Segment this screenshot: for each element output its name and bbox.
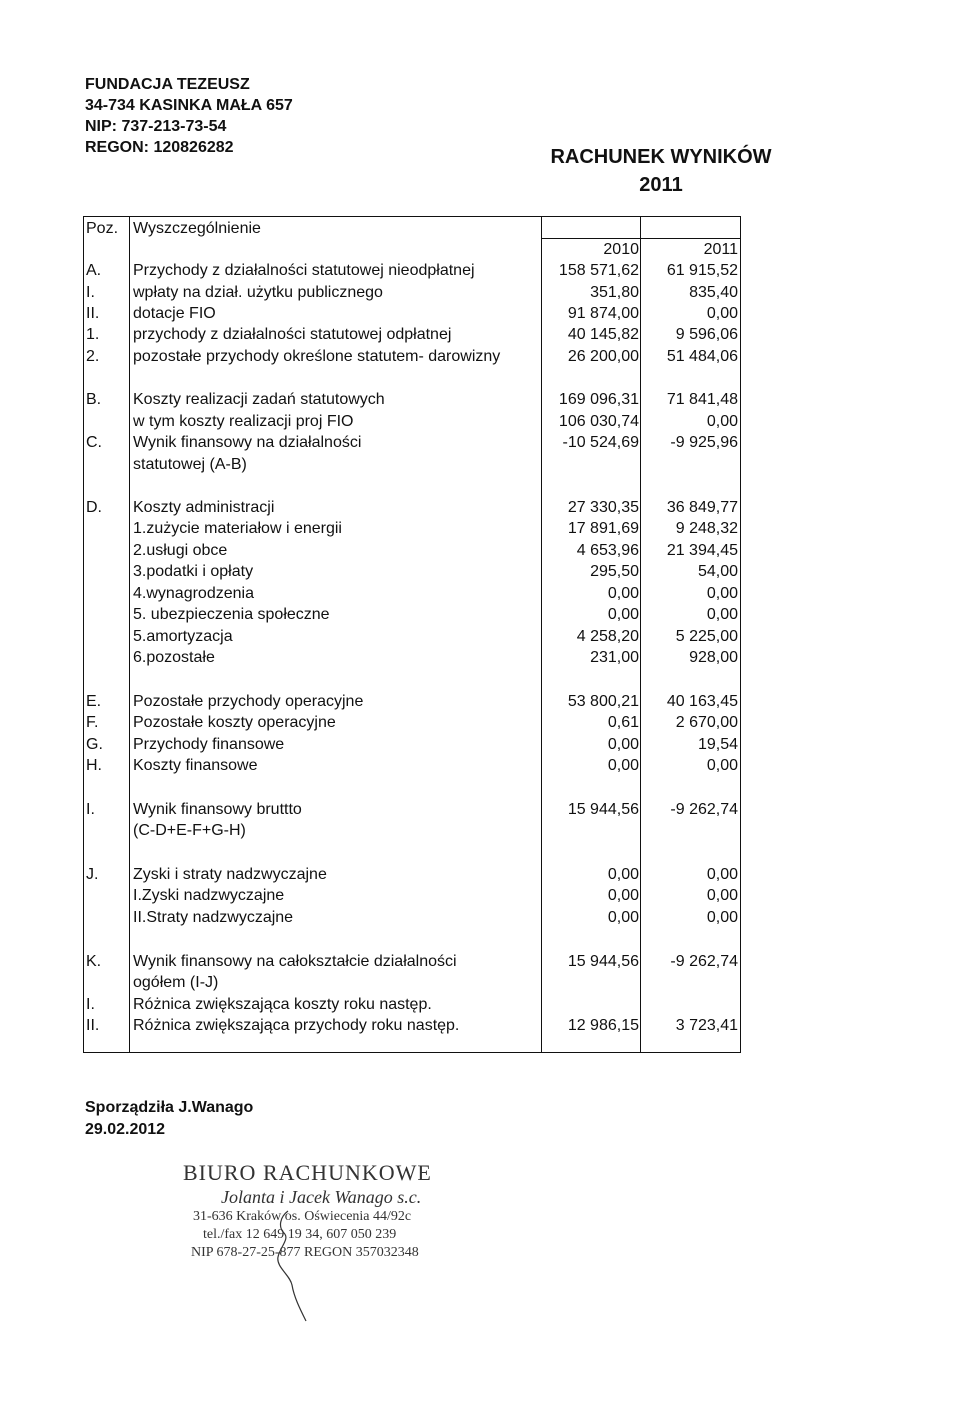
org-address: 34-734 KASINKA MAŁA 657 — [85, 97, 293, 114]
row-desc: Koszty realizacji zadań statutowych — [133, 391, 385, 408]
stamp-address: 31-636 Kraków os. Oświecenia 44/92c — [193, 1209, 412, 1224]
row-desc: 5. ubezpieczenia społeczne — [133, 606, 330, 623]
row-value-2011: 2 670,00 — [675, 714, 738, 731]
org-name: FUNDACJA TEZEUSZ — [85, 76, 250, 93]
row-value-2011: 71 841,48 — [666, 391, 738, 408]
row-value-2011: 0,00 — [706, 606, 738, 623]
row-poz: C. — [86, 434, 102, 451]
stamp-phone: tel./fax 12 649 19 34, 607 050 239 — [203, 1227, 397, 1242]
row-desc: Przychody z działalności statutowej nieodpłatnej — [133, 262, 475, 279]
row-desc: Wynik finansowy na działalności — [133, 434, 362, 451]
row-value-2010: 351,80 — [590, 284, 639, 301]
row-value-2011: 19,54 — [697, 736, 738, 753]
row-value-2010: 53 800,21 — [567, 693, 639, 710]
row-poz: J. — [86, 866, 99, 883]
row-value-2011: 9 248,32 — [675, 520, 738, 537]
row-poz: II. — [86, 305, 100, 322]
row-value-2011: 835,40 — [689, 284, 738, 301]
col-divider — [129, 217, 130, 1052]
row-desc: 2.usługi obce — [133, 542, 228, 559]
row-poz: I. — [86, 801, 95, 818]
header-poz: Poz. — [86, 220, 119, 237]
report-title-main: RACHUNEK WYNIKÓW — [550, 146, 772, 168]
row-poz: 2. — [86, 348, 100, 365]
row-value-2011: -9 262,74 — [670, 801, 738, 818]
row-value-2010: 158 571,62 — [558, 262, 639, 279]
row-value-2011: 0,00 — [706, 909, 738, 926]
row-value-2011: 5 225,00 — [675, 628, 738, 645]
row-desc: ogółem (I-J) — [133, 974, 219, 991]
row-value-2010: 0,61 — [607, 714, 639, 731]
report-title-year: 2011 — [639, 174, 683, 196]
row-poz: I. — [86, 996, 95, 1013]
prepared-by-block — [85, 1097, 253, 1141]
row-value-2011: 9 596,06 — [675, 326, 738, 343]
row-value-2010: 4 258,20 — [576, 628, 639, 645]
row-desc: 1.zużycie materiałow i energii — [133, 520, 342, 537]
row-value-2010: 0,00 — [607, 887, 639, 904]
row-desc: Pozostałe koszty operacyjne — [133, 714, 336, 731]
row-value-2010: 0,00 — [607, 866, 639, 883]
row-value-2011: 36 849,77 — [666, 499, 738, 516]
row-desc: 5.amortyzacja — [133, 628, 233, 645]
row-value-2011: 928,00 — [689, 649, 738, 666]
row-desc: 3.podatki i opłaty — [133, 563, 254, 580]
row-value-2011: 51 484,06 — [666, 348, 738, 365]
row-desc: (C-D+E-F+G-H) — [133, 822, 246, 839]
row-value-2011: 0,00 — [706, 887, 738, 904]
row-value-2011: 40 163,45 — [666, 693, 738, 710]
row-poz: II. — [86, 1017, 100, 1034]
row-desc: Wynik finansowy na całokształcie działalności — [133, 953, 457, 970]
row-value-2010: 0,00 — [607, 606, 639, 623]
row-desc: dotacje FIO — [133, 305, 216, 322]
row-value-2010: 0,00 — [607, 909, 639, 926]
header-desc: Wyszczególnienie — [133, 220, 261, 237]
row-value-2010: 26 200,00 — [567, 348, 639, 365]
row-value-2010: 4 653,96 — [576, 542, 639, 559]
row-desc: II.Straty nadzwyczajne — [133, 909, 294, 926]
row-value-2010: 17 891,69 — [567, 520, 639, 537]
prepared-by: Sporządziła J.Wanago — [85, 1099, 254, 1116]
row-value-2011: 54,00 — [697, 563, 738, 580]
row-value-2010: 15 944,56 — [567, 801, 639, 818]
row-value-2010: 169 096,31 — [558, 391, 639, 408]
row-desc: Pozostałe przychody operacyjne — [133, 693, 364, 710]
row-poz: I. — [86, 284, 95, 301]
row-desc: Koszty finansowe — [133, 757, 258, 774]
col-divider — [640, 217, 641, 1052]
row-desc: Różnica zwiększająca przychody roku następ. — [133, 1017, 460, 1034]
row-poz: B. — [86, 391, 102, 408]
row-poz: H. — [86, 757, 102, 774]
report-title — [546, 143, 776, 199]
row-value-2010: 0,00 — [607, 757, 639, 774]
row-value-2011: 61 915,52 — [666, 262, 738, 279]
row-value-2010: 0,00 — [607, 736, 639, 753]
row-value-2010: 15 944,56 — [567, 953, 639, 970]
org-nip: NIP: 737-213-73-54 — [85, 118, 227, 135]
row-desc: statutowej (A-B) — [133, 456, 247, 473]
row-value-2011: 21 394,45 — [666, 542, 738, 559]
col-divider — [541, 217, 542, 1052]
row-value-2010: 27 330,35 — [567, 499, 639, 516]
row-value-2010: 106 030,74 — [558, 413, 639, 430]
row-value-2010: -10 524,69 — [562, 434, 639, 451]
header-year-2010: 2010 — [603, 241, 639, 258]
row-desc: 4.wynagrodzenia — [133, 585, 254, 602]
row-desc: Przychody finansowe — [133, 736, 285, 753]
row-poz: E. — [86, 693, 102, 710]
stamp-ids: NIP 678-27-25-877 REGON 357032348 — [191, 1245, 419, 1260]
row-desc: Koszty administracji — [133, 499, 275, 516]
row-value-2011: 0,00 — [706, 757, 738, 774]
row-poz: F. — [86, 714, 99, 731]
row-value-2011: 0,00 — [706, 585, 738, 602]
row-poz: A. — [86, 262, 102, 279]
results-table — [83, 216, 741, 1053]
signature-mark — [250, 1205, 330, 1325]
row-desc: Różnica zwiększająca koszty roku następ. — [133, 996, 432, 1013]
row-value-2011: 0,00 — [706, 305, 738, 322]
row-poz: 1. — [86, 326, 100, 343]
row-value-2010: 12 986,15 — [567, 1017, 639, 1034]
row-value-2011: 0,00 — [706, 413, 738, 430]
row-value-2011: -9 262,74 — [670, 953, 738, 970]
row-value-2010: 295,50 — [590, 563, 639, 580]
row-poz: D. — [86, 499, 102, 516]
row-desc: Wynik finansowy bruttto — [133, 801, 302, 818]
row-desc: Zyski i straty nadzwyczajne — [133, 866, 327, 883]
row-value-2010: 0,00 — [607, 585, 639, 602]
header-year-2011: 2011 — [703, 241, 738, 258]
row-desc: pozostałe przychody określone statutem- darowizny — [133, 348, 501, 365]
row-value-2010: 231,00 — [590, 649, 639, 666]
row-desc: wpłaty na dział. użytku publicznego — [133, 284, 383, 301]
org-header — [85, 74, 293, 158]
row-value-2011: 3 723,41 — [675, 1017, 738, 1034]
row-desc: przychody z działalności statutowej odpłatnej — [133, 326, 452, 343]
row-value-2011: 0,00 — [706, 866, 738, 883]
stamp-subtitle: Jolanta i Jacek Wanago s.c. — [221, 1187, 422, 1207]
row-poz: G. — [86, 736, 103, 753]
stamp-title: BIURO RACHUNKOWE — [183, 1160, 432, 1185]
row-value-2010: 91 874,00 — [567, 305, 639, 322]
row-desc: I.Zyski nadzwyczajne — [133, 887, 285, 904]
row-value-2010: 40 145,82 — [567, 326, 639, 343]
row-desc: 6.pozostałe — [133, 649, 215, 666]
row-value-2011: -9 925,96 — [670, 434, 738, 451]
prepared-date: 29.02.2012 — [85, 1121, 166, 1138]
row-poz: K. — [86, 953, 102, 970]
org-regon: REGON: 120826282 — [85, 139, 234, 156]
row-desc: w tym koszty realizacji proj FIO — [133, 413, 354, 430]
